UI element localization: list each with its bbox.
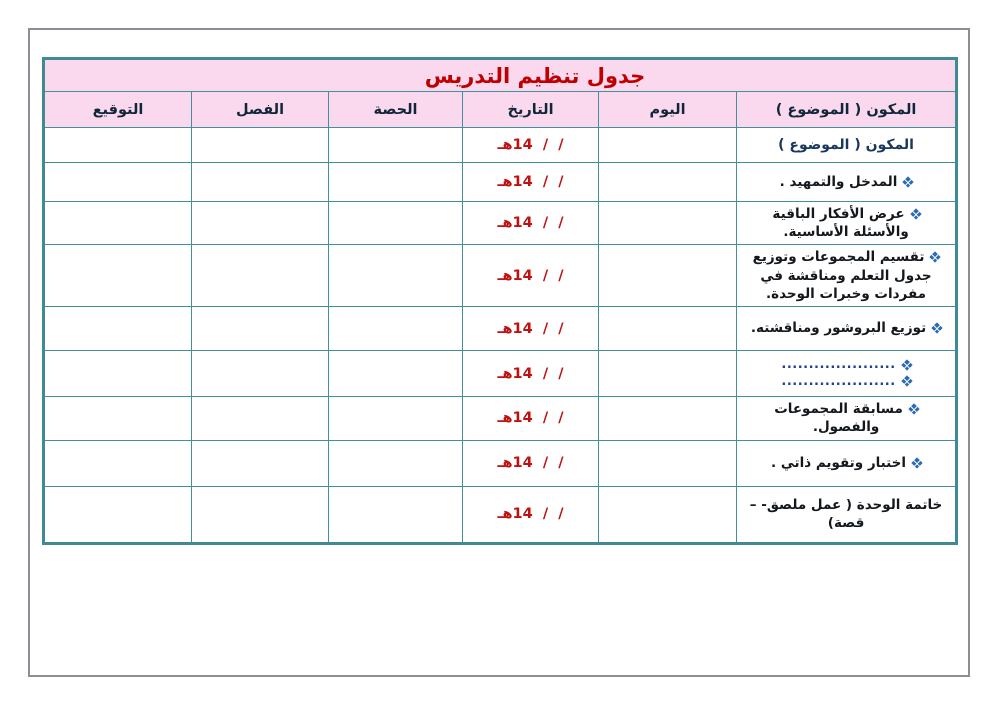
date-cell (463, 202, 599, 245)
date-value: / / 14هـ (497, 506, 564, 523)
topic-label: توزيع البروشور ومناقشته. (750, 320, 927, 337)
table-row (44, 163, 957, 202)
diamond-bullet-icon (911, 457, 922, 468)
day-cell (599, 440, 737, 486)
day-cell (599, 245, 737, 307)
signature-cell (44, 397, 192, 440)
schedule-body (44, 128, 957, 544)
date-cell (463, 351, 599, 397)
period-cell (329, 486, 463, 543)
class-cell (192, 128, 329, 163)
page-border (28, 28, 970, 677)
period-cell (329, 307, 463, 351)
period-cell (329, 351, 463, 397)
column-header-day: اليوم (599, 92, 737, 128)
date-cell (463, 163, 599, 202)
diamond-bullet-icon (901, 375, 912, 386)
date-cell (463, 397, 599, 440)
topic-label: ..................... (781, 357, 896, 373)
table-row (44, 397, 957, 440)
class-cell (192, 163, 329, 202)
diamond-bullet-icon (931, 323, 942, 334)
diamond-bullet-icon (908, 403, 919, 414)
topic-text (745, 136, 947, 155)
topic-cell (737, 486, 957, 543)
day-cell (599, 486, 737, 543)
topic-cell (737, 245, 957, 307)
period-cell (329, 245, 463, 307)
class-cell (192, 486, 329, 543)
column-header-signature: التوقيع (44, 92, 192, 128)
day-cell (599, 202, 737, 245)
topic-text (745, 205, 947, 241)
period-cell (329, 397, 463, 440)
date-value: / / 14هـ (497, 267, 564, 284)
table-row (44, 486, 957, 543)
topic-label: ..................... (781, 373, 896, 389)
topic-text (745, 248, 947, 303)
diamond-bullet-icon (910, 208, 921, 219)
date-value: / / 14هـ (497, 137, 564, 153)
column-header-topic: المكون ( الموضوع ) (737, 92, 957, 128)
date-value: / / 14هـ (497, 365, 564, 382)
class-cell (192, 202, 329, 245)
topic-cell (737, 128, 957, 163)
signature-cell (44, 163, 192, 202)
topic-cell (737, 307, 957, 351)
topic-text (745, 496, 947, 532)
topic-text (745, 173, 947, 191)
period-cell (329, 128, 463, 163)
title-row (44, 59, 957, 92)
page-title: جدول تنظيم التدريس (44, 59, 957, 92)
topic-label: عرض الأفكار الباقية والأسئلة الأساسية. (772, 206, 909, 241)
signature-cell (44, 202, 192, 245)
day-cell (599, 128, 737, 163)
class-cell (192, 440, 329, 486)
topic-text (745, 357, 947, 373)
topic-label: المدخل والتمهيد . (779, 173, 898, 190)
signature-cell (44, 128, 192, 163)
table-row (44, 307, 957, 351)
signature-cell (44, 307, 192, 351)
date-cell (463, 440, 599, 486)
topic-text (745, 319, 947, 337)
class-cell (192, 351, 329, 397)
class-cell (192, 307, 329, 351)
signature-cell (44, 486, 192, 543)
signature-cell (44, 440, 192, 486)
period-cell (329, 440, 463, 486)
diamond-bullet-icon (903, 176, 914, 187)
header-row (44, 92, 957, 128)
table-row (44, 351, 957, 397)
topic-cell (737, 440, 957, 486)
column-header-period: الحصة (329, 92, 463, 128)
date-value: / / 14هـ (497, 410, 564, 427)
table-row (44, 202, 957, 245)
topic-text (745, 400, 947, 436)
date-value: / / 14هـ (497, 320, 564, 337)
class-cell (192, 397, 329, 440)
topic-label: خاتمة الوحدة ( عمل ملصق- – قصة) (749, 496, 943, 532)
class-cell (192, 245, 329, 307)
topic-cell (737, 163, 957, 202)
table-row (44, 128, 957, 163)
topic-text (745, 374, 947, 390)
date-value: / / 14هـ (497, 455, 564, 472)
topic-cell (737, 202, 957, 245)
signature-cell (44, 351, 192, 397)
signature-cell (44, 245, 192, 307)
topic-cell (737, 351, 957, 397)
day-cell (599, 307, 737, 351)
date-cell (463, 307, 599, 351)
date-cell (463, 486, 599, 543)
day-cell (599, 351, 737, 397)
topic-label: المكون ( الموضوع ) (778, 136, 914, 153)
topic-label: اختبار وتقويم ذاتي . (771, 454, 907, 471)
day-cell (599, 397, 737, 440)
teaching-schedule-table (42, 57, 958, 545)
date-value: / / 14هـ (497, 215, 564, 232)
diamond-bullet-icon (901, 359, 912, 370)
column-header-date: التاريخ (463, 92, 599, 128)
diamond-bullet-icon (930, 252, 941, 263)
topic-label: مسابقة المجموعات والفصول. (774, 401, 903, 436)
topic-text (745, 454, 947, 472)
period-cell (329, 163, 463, 202)
topic-cell (737, 397, 957, 440)
period-cell (329, 202, 463, 245)
column-header-class: الفصل (192, 92, 329, 128)
date-value: / / 14هـ (497, 174, 564, 190)
date-cell (463, 128, 599, 163)
table-row (44, 245, 957, 307)
topic-label: تقسيم المجموعات وتوزيع جدول التعلم ومناقشة في مفردات وخبرات الوحدة. (752, 249, 932, 302)
date-cell (463, 245, 599, 307)
table-row (44, 440, 957, 486)
day-cell (599, 163, 737, 202)
